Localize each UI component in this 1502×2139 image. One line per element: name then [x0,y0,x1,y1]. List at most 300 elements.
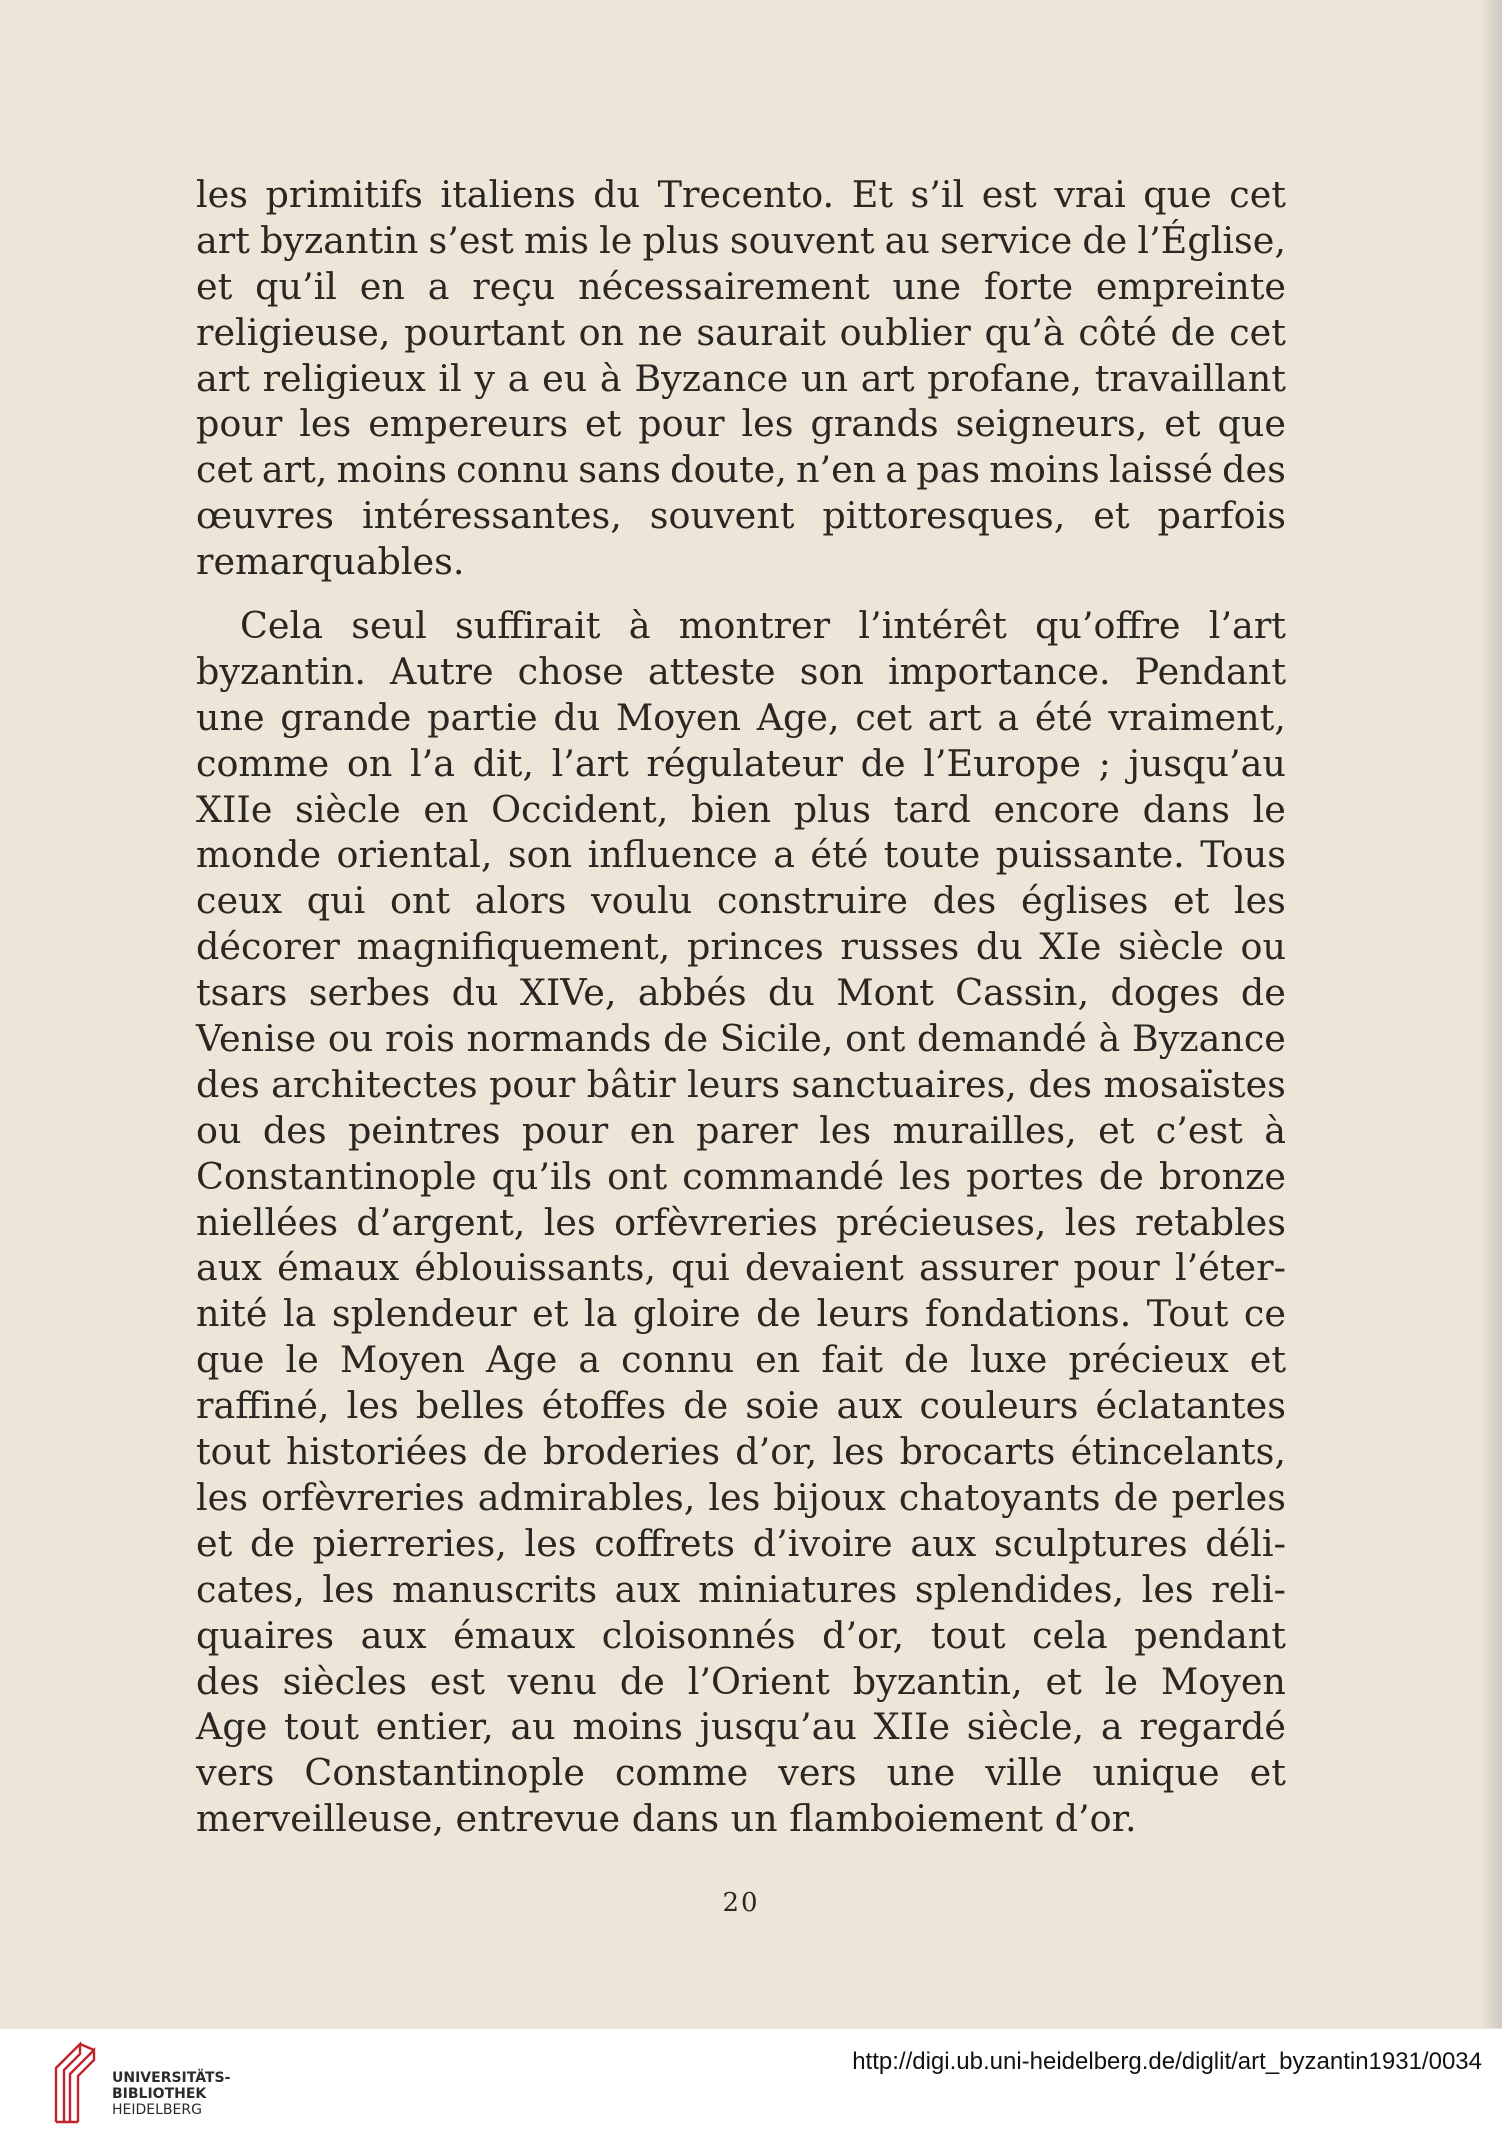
word: jusqu’au [699,1705,857,1749]
word: rois [384,1017,455,1061]
word: a [885,448,908,492]
word: l’intérêt [858,604,1007,648]
word: et [1164,402,1201,446]
word: des [932,879,997,923]
book-spine-edge [1482,0,1502,2138]
word: grande [280,695,412,739]
word: les [899,1154,952,1198]
word: souvent [649,494,795,538]
word: dans [631,1797,731,1841]
word: retables [1135,1200,1286,1244]
word: a [578,1338,601,1382]
word: de [1170,310,1216,354]
word: et [196,1521,233,1565]
word: le [285,1338,319,1382]
word: vers [778,1751,857,1795]
word: et [1249,1338,1286,1382]
library-logo-icon [50,2030,104,2126]
word: byzantin, [852,1659,1023,1703]
word: parfois [1157,494,1286,538]
word: influence [587,833,758,877]
word: reli- [1211,1567,1286,1611]
word: du [975,925,1023,969]
word: et [585,402,622,446]
text-line [196,1016,1286,1062]
word: importance. [887,649,1111,693]
word: ont [845,1017,906,1061]
word: tout [284,1705,359,1749]
word: atteste [647,649,776,693]
text-line [196,401,1286,447]
word: il [438,356,462,400]
word: pendant [1134,1613,1286,1657]
word: mis [523,218,589,262]
word: que [1143,173,1212,216]
word: le [1252,787,1286,831]
word: que [196,1338,265,1382]
word: l’Europe [923,741,1082,785]
word: une [196,695,265,739]
word: de [619,1659,665,1703]
word: l’Orient [687,1659,830,1703]
text-line [196,1108,1286,1154]
word: ont [607,1154,668,1198]
word: bronze [1158,1154,1286,1198]
word: au [510,1705,556,1749]
word: siècle, [966,1705,1085,1749]
word: cet [855,695,913,739]
word: Constantinople [304,1751,585,1795]
word: leurs [687,1062,781,1106]
word: aux [196,1246,262,1290]
word: manuscrits [391,1567,598,1611]
word: d’or, [735,1430,818,1474]
word: des [262,1108,327,1152]
text-line [196,1200,1286,1246]
word: nité [196,1292,268,1336]
word: la [282,1292,317,1336]
word: son [799,649,864,693]
word: les [346,1384,399,1428]
word: Byzance [634,356,789,400]
word: cloisonnés [601,1613,796,1657]
word: a [507,356,530,400]
word: et [1098,1108,1135,1152]
word: siècle [295,787,401,831]
word: à [1098,1017,1121,1061]
word: ou [327,1017,374,1061]
word: brocarts [899,1430,1056,1474]
text-line [196,741,1286,787]
word: mosaïstes [1103,1062,1286,1106]
word: les [1141,1567,1194,1611]
word: cela [1032,1613,1108,1657]
word: broderies [542,1430,721,1474]
word: suffirait [455,604,601,648]
word: religieux [262,356,426,400]
word: ont [389,879,451,923]
word: n’en [795,448,877,492]
library-name-line: UNIVERSITÄTS- [112,2070,231,2086]
word: émaux [453,1613,576,1657]
word: montrer [678,604,831,648]
source-url-link[interactable]: http://digi.ub.uni-heidelberg.de/diglit/art_byzantin1931/0034 [852,2048,1482,2075]
text-line [196,1245,1286,1291]
word: bijoux [773,1475,886,1519]
word: moins [989,448,1100,492]
word: Age, [756,695,840,739]
word: s’est [428,218,514,262]
word: byzantin [260,218,419,262]
word: ce [1243,1292,1286,1336]
word: construire [716,879,908,923]
word: XIVe, [519,971,617,1015]
word: connu [456,448,570,492]
text-line [196,539,1286,585]
word: art [860,356,915,400]
word: intéressantes, [361,494,622,538]
word: doute, [670,448,787,492]
word: perles [1171,1475,1286,1519]
text-line [196,1796,1286,1842]
word: connu [621,1338,735,1382]
word: miniatures [698,1567,898,1611]
word: de [1098,1154,1144,1198]
word: des [196,1062,260,1106]
word: commandé [682,1154,885,1198]
word: oublier [839,310,971,354]
library-name [112,2070,230,2118]
word: assurer [918,1246,1059,1290]
word: Moyen [615,695,741,739]
word: couleurs [919,1384,1079,1428]
word: des [196,1659,260,1703]
library-name-line: HEIDELBERG [112,2102,202,2118]
word: qui [306,879,366,923]
word: ceux [196,879,283,923]
word: pierreries, [312,1521,507,1565]
word: les [196,1475,249,1519]
word: profane, [927,356,1083,400]
word: les [1233,879,1286,923]
word: étoffes [541,1384,667,1428]
word: et [1172,879,1210,923]
word: siècle [1118,925,1224,969]
word: bâtir [586,1062,676,1106]
text-line [196,1704,1286,1750]
word: saurait [696,310,826,354]
word: souvent [729,218,875,262]
word: tout [930,1613,1006,1657]
word: les [741,402,794,446]
word: cet [196,448,253,492]
word: les [196,173,249,216]
word: comme [614,1751,749,1795]
word: siècles [282,1659,408,1703]
word: nécessairement [578,264,870,308]
word: abbés [637,971,747,1015]
word: on [346,741,393,785]
word: luxe [970,1338,1048,1382]
word: orfèvreries [261,1475,465,1519]
word: pour [638,402,725,446]
word: art [927,695,982,739]
word: est [429,1659,485,1703]
word: étincelants, [1070,1430,1286,1474]
word: et [532,1292,569,1336]
text-line [196,832,1286,878]
word: a [773,833,795,877]
word: ne [637,310,683,354]
word: portes [966,1154,1084,1198]
word: on [578,310,625,354]
word: dans [1142,787,1231,831]
word: qu’à [984,310,1065,354]
word: Autre [389,649,494,693]
word: les [322,1567,375,1611]
word: alors [474,879,567,923]
word: des [1222,448,1286,492]
text-line [196,878,1286,924]
word: et [1045,1659,1082,1703]
word: orfèvreries [614,1200,818,1244]
word: c’est [1155,1108,1243,1152]
word: qu’offre [1035,604,1181,648]
word: l’art [1208,604,1286,648]
word: éclatantes [1095,1384,1286,1428]
word: les [708,1475,761,1519]
word: d’argent, [356,1200,526,1244]
text-line [196,1475,1286,1521]
word: en [755,1338,801,1382]
word: pour [521,1108,609,1152]
word: tsars [196,971,288,1015]
word: pittoresques, [822,494,1066,538]
word: Trecento. [657,173,835,216]
word: Et [851,173,893,216]
word: italiens [440,173,576,216]
word: art, [261,448,328,492]
word: splendides, [914,1567,1125,1611]
word: religieuse, [196,310,391,354]
word: XIe [1039,925,1102,969]
word: une [886,1751,956,1795]
word: grands [810,402,939,446]
word: précieuses, [836,1200,1047,1244]
word: les [1064,1200,1117,1244]
text-line [196,218,1286,264]
word: peintres [347,1108,501,1152]
word: aux [836,1384,903,1428]
word: monde [196,833,322,877]
word: à [628,604,651,648]
word: de [482,1430,528,1474]
word: Sicile, [719,1017,834,1061]
word: d’or, [822,1613,905,1657]
text-line [196,1154,1286,1200]
word: pas [916,448,981,492]
word: une [892,264,962,308]
word: un [730,1797,790,1841]
word: Age [196,1705,268,1749]
word: jusqu’au [1128,741,1286,785]
word: magnifiquement, [356,925,671,969]
word: de [683,1384,729,1428]
word: seul [351,604,427,648]
word: a [427,264,450,308]
word: à [599,356,622,400]
word: été [810,833,869,877]
word: XIIe [196,787,273,831]
text-line [196,924,1286,970]
word: cet [1229,173,1286,216]
word: les [299,402,352,446]
word: le [599,218,633,262]
word: églises [1020,879,1149,923]
text-line [196,787,1286,833]
word: en [423,787,469,831]
word: Tout [1146,1292,1229,1336]
paragraph-gap [196,585,1286,603]
word: les [524,1521,577,1565]
word: Cela [240,604,323,648]
word: plus [793,787,871,831]
word: partie [427,695,538,739]
word: les [543,1200,596,1244]
word: dit, [472,741,534,785]
word: un [801,356,849,400]
word: Age [485,1338,558,1382]
text-line [196,1521,1286,1567]
text-line [196,356,1286,402]
word: chatoyants [898,1475,1101,1519]
text-line [196,447,1286,493]
word: sanctuaires, [791,1062,1017,1106]
word: qui [671,1246,730,1290]
word: merveilleuse, [196,1797,456,1841]
word: de [1240,971,1286,1015]
word: raffiné, [196,1384,330,1428]
text-line [196,1659,1286,1705]
word: flamboiement [789,1797,1055,1841]
word: entier, [375,1705,494,1749]
word: cates, [196,1567,305,1611]
word: quaires [196,1613,335,1657]
word: Venise [196,1017,317,1061]
word: côté [1078,310,1157,354]
word: service [940,218,1073,262]
word: de [663,1017,709,1061]
word: son [507,833,573,877]
word: art [196,218,250,262]
text-line [196,1062,1286,1108]
word: byzantin. [196,649,366,693]
word: déli- [1205,1521,1286,1565]
text-line [196,493,1286,539]
word: encore [993,787,1121,831]
word: et [1093,494,1130,538]
word: gloire [632,1292,741,1336]
word: ville [985,1751,1063,1795]
word: fondations. [924,1292,1132,1336]
word: reçu [472,264,556,308]
word: moins [336,448,447,492]
word: le [1104,1659,1138,1703]
word: comme [196,741,330,785]
text-line [196,1567,1286,1613]
word: puissante. [995,833,1185,877]
word: l’Église, [1137,218,1286,262]
word: Moyen [1160,1659,1286,1703]
word: aux [360,1613,427,1657]
word: s’il [910,173,965,216]
word: serbes [308,971,431,1015]
word: Occident, [491,787,669,831]
text-line [196,603,1286,649]
word: et [196,264,233,308]
word: ou [1240,925,1286,969]
word: est [981,173,1037,216]
text-line [196,649,1286,695]
word: de [1113,1475,1159,1519]
word: vers [196,1751,275,1795]
word: art [196,356,250,400]
word: Byzance [1131,1017,1286,1061]
word: admirables, [477,1475,696,1519]
word: Cassin, [955,971,1090,1015]
word: laissé [1108,448,1214,492]
word: venu [507,1659,598,1703]
word: remarquables. [196,540,465,584]
word: voulu [591,879,693,923]
word: éblouissants, [414,1246,656,1290]
word: Pendant [1134,649,1286,693]
word: l’a [409,741,456,785]
word: eu [542,356,588,400]
word: qu’il [255,264,337,308]
word: du [553,695,601,739]
word: architectes [271,1062,478,1106]
word: cet [1229,310,1286,354]
word: de [249,1521,295,1565]
word: du [451,971,499,1015]
word: de [1082,218,1128,262]
word: demandé [916,1017,1087,1061]
word: devaient [744,1246,904,1290]
word: historiées [285,1430,468,1474]
word: primitifs [265,173,423,216]
word: en [629,1108,675,1152]
word: princes [686,925,824,969]
text-line [196,1429,1286,1475]
word: du [768,971,815,1015]
word: niellées [196,1200,339,1244]
word: sculptures [993,1521,1188,1565]
word: seigneurs, [955,402,1148,446]
word: empereurs [368,402,569,446]
word: moins [572,1705,683,1749]
word: Mont [836,971,934,1015]
word: été [1034,695,1093,739]
word: en [359,264,405,308]
word: la [583,1292,618,1336]
word: au [884,218,930,262]
word: précieux [1068,1338,1229,1382]
word: toute [883,833,981,877]
word: pour [1073,1246,1160,1290]
word: normands [466,1017,652,1061]
word: a [1100,1705,1123,1749]
